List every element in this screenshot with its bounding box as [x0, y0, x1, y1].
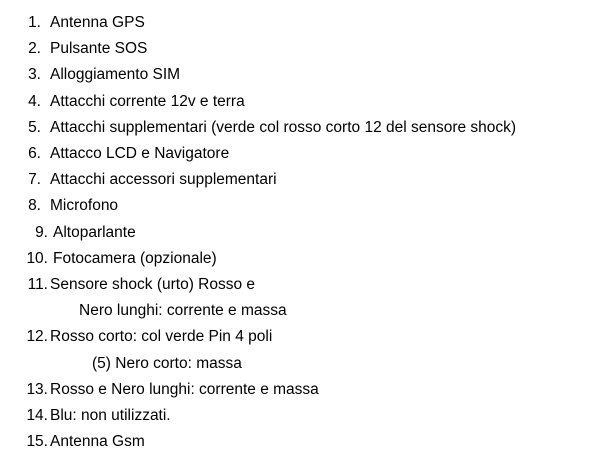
list-item	[22, 377, 607, 403]
list-item-text: Antenna GPS	[50, 14, 145, 31]
list-item	[22, 193, 607, 219]
list-item-number: 11.	[27, 276, 48, 294]
list-item-text: Sensore shock (urto) Rosso e	[50, 276, 256, 294]
list-item	[22, 324, 607, 350]
list-item	[22, 115, 607, 141]
list-item-text: Fotocamera (opzionale)	[53, 249, 217, 267]
list-item	[22, 220, 607, 246]
list-item-number: 13.	[26, 380, 48, 398]
list-item-number: 15.	[26, 433, 48, 451]
list-item-number: 4.	[28, 92, 41, 110]
list-item	[22, 36, 607, 62]
list-item-number: 3.	[28, 66, 41, 84]
list-item-number: 12.	[26, 328, 48, 346]
list-item-number: 10.	[26, 249, 48, 267]
list-item	[22, 167, 607, 193]
list-item-number: 8.	[28, 197, 41, 215]
list-item-number: 6.	[28, 145, 41, 163]
list-item-text: Rosso corto: col verde Pin 4 poli	[50, 328, 273, 346]
list-item	[22, 10, 607, 36]
list-item-text: Attacchi accessori supplementari	[50, 171, 277, 189]
list-item-text: Alloggiamento SIM	[50, 66, 181, 84]
numbered-list	[22, 10, 607, 455]
list-item-number: 1.	[28, 14, 41, 31]
list-item-text: Blu: non utilizzati.	[50, 407, 171, 425]
list-item	[22, 246, 607, 272]
list-item-continuation: (5) Nero corto: massa	[92, 354, 242, 372]
list-item-text: Rosso e Nero lunghi: corrente e massa	[50, 380, 319, 398]
list-item-number: 7.	[28, 171, 41, 189]
list-item-number: 5.	[28, 118, 41, 136]
list-item-text: Attacco LCD e Navigatore	[50, 145, 230, 163]
list-item-continuation: Nero lunghi: corrente e massa	[79, 302, 287, 320]
list-item-number: 2.	[28, 40, 41, 58]
list-item	[22, 403, 607, 429]
list-item-number: 9.	[35, 223, 48, 241]
list-item-text: Pulsante SOS	[50, 40, 148, 58]
list-item-number: 14.	[26, 407, 48, 425]
list-item	[22, 89, 607, 115]
list-item	[22, 272, 607, 298]
list-item-text: Microfono	[50, 197, 119, 215]
list-item	[22, 429, 607, 455]
list-item-text: Altoparlante	[53, 223, 136, 241]
list-item-text: Attacchi supplementari (verde col rosso corto 12 del sensore shock)	[50, 118, 517, 136]
list-item-text: Antenna Gsm	[50, 433, 145, 451]
list-item	[22, 141, 607, 167]
list-item-text: Attacchi corrente 12v e terra	[50, 92, 245, 110]
list-item	[22, 62, 607, 88]
